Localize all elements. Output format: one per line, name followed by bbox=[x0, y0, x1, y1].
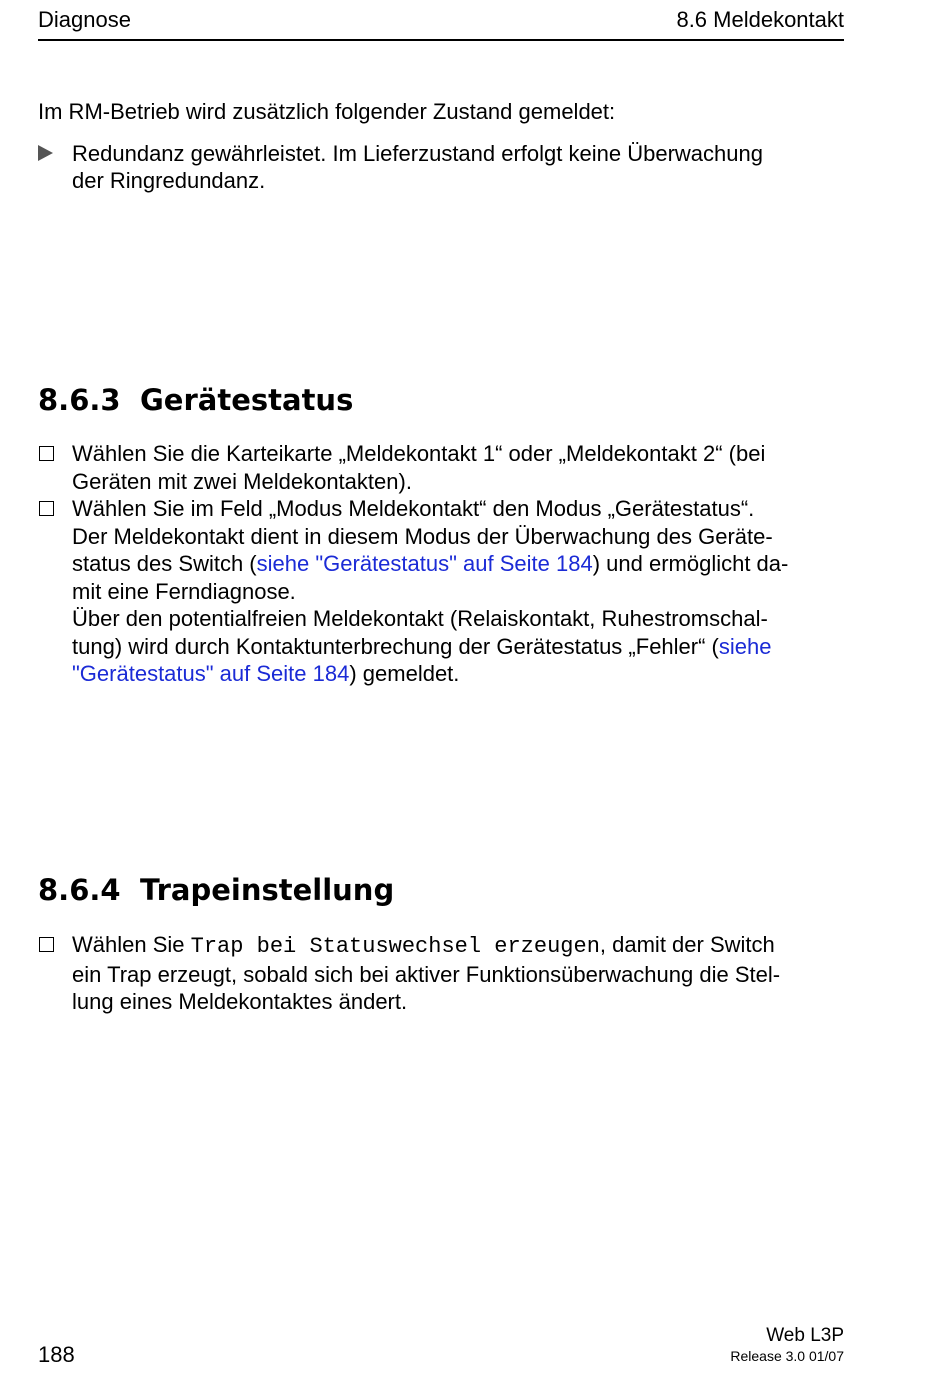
text-span: Wählen Sie bbox=[72, 932, 191, 957]
ui-option-name: Trap bei Statuswechsel erzeugen bbox=[190, 934, 600, 959]
intro-bullet bbox=[38, 140, 844, 195]
intro-paragraph bbox=[38, 98, 844, 195]
section-number: 8.6.3 bbox=[38, 383, 121, 417]
section-heading-8-6-4 bbox=[38, 873, 394, 907]
intro-text: Im RM-Betrieb wird zusätzlich folgender Zustand gemeldet: bbox=[38, 99, 616, 124]
step-item bbox=[38, 495, 844, 688]
text-span: , damit der Switch bbox=[599, 932, 775, 957]
step-line: ein Trap erzeugt, sobald sich bei aktiver Funktionsüberwachung die Stel- bbox=[72, 961, 781, 987]
section-title: Trapeinstellung bbox=[140, 873, 395, 907]
step-line bbox=[72, 633, 844, 661]
step-line: Wählen Sie die Karteikarte „Meldekontakt 1“ oder „Meldekontakt 2“ (bei bbox=[72, 441, 766, 466]
step-line: Der Meldekontakt dient in diesem Modus der Überwachung des Geräte- bbox=[72, 523, 773, 549]
step-line: Über den potentialfreien Meldekontakt (Relaiskontakt, Ruhestromschal- bbox=[72, 606, 768, 631]
step-line bbox=[72, 550, 844, 578]
step-line bbox=[72, 931, 844, 961]
text-span: tung) wird durch Kontaktunterbrechung der Gerätestatus „Fehler“ ( bbox=[72, 633, 719, 659]
checkbox-bullet-icon bbox=[38, 440, 54, 468]
checkbox-bullet-icon bbox=[38, 931, 54, 959]
cross-reference-link[interactable]: siehe bbox=[718, 633, 772, 659]
step-item bbox=[38, 440, 844, 495]
footer-info bbox=[730, 1325, 844, 1364]
product-name: Web L3P bbox=[766, 1325, 844, 1346]
release-info: Release 3.0 01/07 bbox=[730, 1348, 844, 1364]
header-section: 8.6 Meldekontakt bbox=[676, 7, 844, 32]
page-header bbox=[38, 7, 844, 41]
section-title: Gerätestatus bbox=[140, 383, 354, 417]
cross-reference-link[interactable]: "Gerätestatus" auf Seite 184 bbox=[72, 661, 350, 686]
cross-reference-link[interactable]: siehe "Gerätestatus" auf Seite 184 bbox=[256, 551, 593, 576]
page-number: 188 bbox=[38, 1342, 75, 1367]
step-line: Wählen Sie im Feld „Modus Meldekontakt“ den Modus „Gerätestatus“. bbox=[72, 496, 755, 521]
step-item bbox=[38, 931, 844, 1016]
section-heading-8-6-3 bbox=[38, 383, 353, 417]
header-chapter: Diagnose bbox=[38, 7, 131, 32]
step-line: lung eines Meldekontaktes ändert. bbox=[72, 989, 408, 1014]
section-8-6-3-body bbox=[38, 440, 844, 688]
text-span: status des Switch ( bbox=[72, 551, 257, 576]
intro-bullet-line2: der Ringredundanz. bbox=[72, 168, 266, 193]
section-number: 8.6.4 bbox=[38, 873, 121, 907]
step-line bbox=[72, 660, 844, 688]
step-line: Geräten mit zwei Meldekontakten). bbox=[72, 468, 412, 494]
step-line: mit eine Ferndiagnose. bbox=[72, 578, 296, 604]
text-span: ) gemeldet. bbox=[349, 661, 460, 686]
triangle-bullet-icon bbox=[38, 140, 53, 168]
intro-bullet-line1: Redundanz gewährleistet. Im Lieferzustand erfolgt keine Überwachung bbox=[72, 140, 763, 166]
text-span: ) und ermöglicht da- bbox=[592, 551, 789, 576]
checkbox-bullet-icon bbox=[38, 495, 54, 523]
section-8-6-4-body bbox=[38, 931, 844, 1016]
